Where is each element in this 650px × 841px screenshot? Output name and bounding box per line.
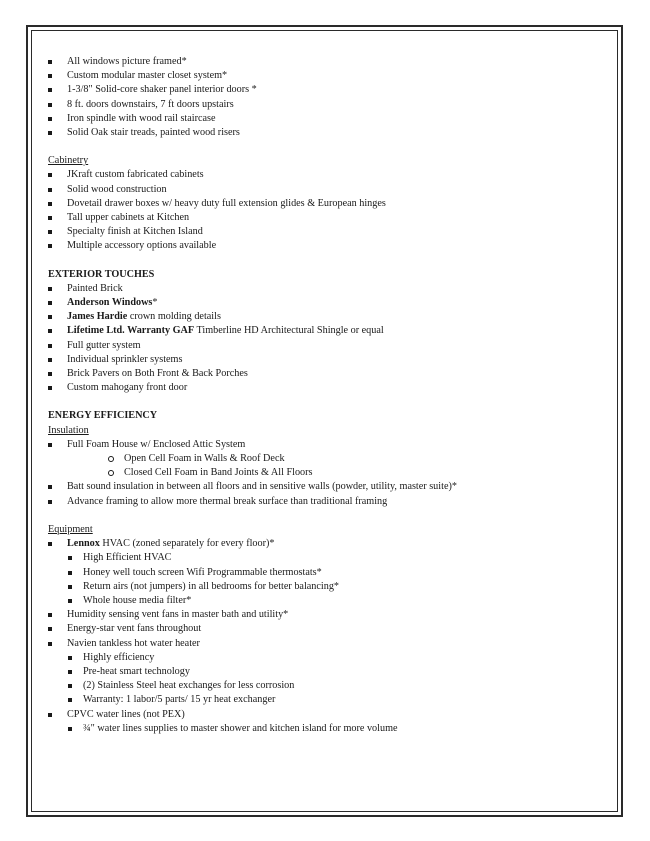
item-text: Full gutter system: [67, 339, 141, 351]
list-item: [48, 310, 608, 324]
list-item: Iron spindle with wood rail staircase: [48, 112, 608, 126]
cabinetry-list: [48, 168, 608, 253]
insulation-heading: Insulation: [48, 424, 89, 436]
item-text: Timberline HD Architectural Shingle or equal: [194, 325, 384, 337]
list-item: [48, 381, 608, 395]
item-text: *: [152, 297, 158, 309]
list-item: Highly efficiency: [48, 651, 608, 665]
list-item: Return airs (not jumpers) in all bedrooms for better balancing*: [48, 580, 608, 594]
equipment-list: [48, 537, 608, 736]
list-item: Solid wood construction: [48, 183, 608, 197]
equipment-heading: Equipment: [48, 523, 93, 535]
item-text: Brick Pavers on Both Front & Back Porches: [67, 368, 248, 380]
cabinetry-heading: Cabinetry: [48, 155, 89, 167]
item-text: Custom mahogany front door: [67, 382, 188, 394]
exterior-heading: EXTERIOR TOUCHES: [48, 268, 155, 280]
list-item: [48, 537, 608, 551]
list-item: Multiple accessory options available: [48, 239, 608, 253]
list-item: 1-3/8" Solid-core shaker panel interior doors *: [48, 83, 608, 97]
item-text: crown molding details: [127, 311, 221, 323]
list-item: Pre-heat smart technology: [48, 665, 608, 679]
list-item: Closed Cell Foam in Band Joints & All Floors: [48, 466, 608, 480]
exterior-list: [48, 282, 608, 396]
brand-name: Lennox: [67, 538, 100, 550]
list-item: (2) Stainless Steel heat exchanges for less corrosion: [48, 679, 608, 693]
list-item: [48, 353, 608, 367]
list-item: Dovetail drawer boxes w/ heavy duty full extension glides & European hinges: [48, 197, 608, 211]
list-item: Warranty: 1 labor/5 parts/ 15 yr heat exchanger: [48, 693, 608, 707]
list-item: [48, 367, 608, 381]
list-item: ¾" water lines supplies to master shower and kitchen island for more volume: [48, 722, 608, 736]
list-item: Honey well touch screen Wifi Programmable thermostats*: [48, 566, 608, 580]
list-item: Humidity sensing vent fans in master bath and utility*: [48, 608, 608, 622]
list-item: [48, 339, 608, 353]
list-item: Custom modular master closet system*: [48, 69, 608, 83]
list-item: High Efficient HVAC: [48, 551, 608, 565]
list-item: Navien tankless hot water heater: [48, 637, 608, 651]
item-text: Painted Brick: [67, 282, 123, 294]
list-item: Specialty finish at Kitchen Island: [48, 225, 608, 239]
list-item: Tall upper cabinets at Kitchen: [48, 211, 608, 225]
brand-name: Lifetime Ltd. Warranty GAF: [67, 325, 195, 337]
document-body: [48, 55, 608, 736]
list-item: Open Cell Foam in Walls & Roof Deck: [48, 452, 608, 466]
energy-heading: ENERGY EFFICIENCY: [48, 410, 158, 422]
list-item: [48, 282, 608, 296]
brand-name: James Hardie: [67, 311, 128, 323]
list-item: 8 ft. doors downstairs, 7 ft doors upstairs: [48, 98, 608, 112]
list-item: JKraft custom fabricated cabinets: [48, 168, 608, 182]
list-item: [48, 296, 608, 310]
list-item: Whole house media filter*: [48, 594, 608, 608]
interior-list: [48, 55, 608, 140]
item-text: HVAC (zoned separately for every floor)*: [99, 538, 275, 550]
list-item: All windows picture framed*: [48, 55, 608, 69]
brand-name: Anderson Windows: [67, 297, 153, 309]
list-item: Solid Oak stair treads, painted wood risers: [48, 126, 608, 140]
insulation-list: [48, 438, 608, 509]
list-item: [48, 324, 608, 338]
list-item: CPVC water lines (not PEX): [48, 708, 608, 722]
item-text: Individual sprinkler systems: [67, 353, 183, 365]
list-item: Advance framing to allow more thermal break surface than traditional framing: [48, 495, 608, 509]
list-item: Full Foam House w/ Enclosed Attic System: [48, 438, 608, 452]
list-item: Energy-star vent fans throughout: [48, 622, 608, 636]
list-item: Batt sound insulation in between all floors and in sensitive walls (powder, utility, master suite)*: [48, 480, 608, 494]
